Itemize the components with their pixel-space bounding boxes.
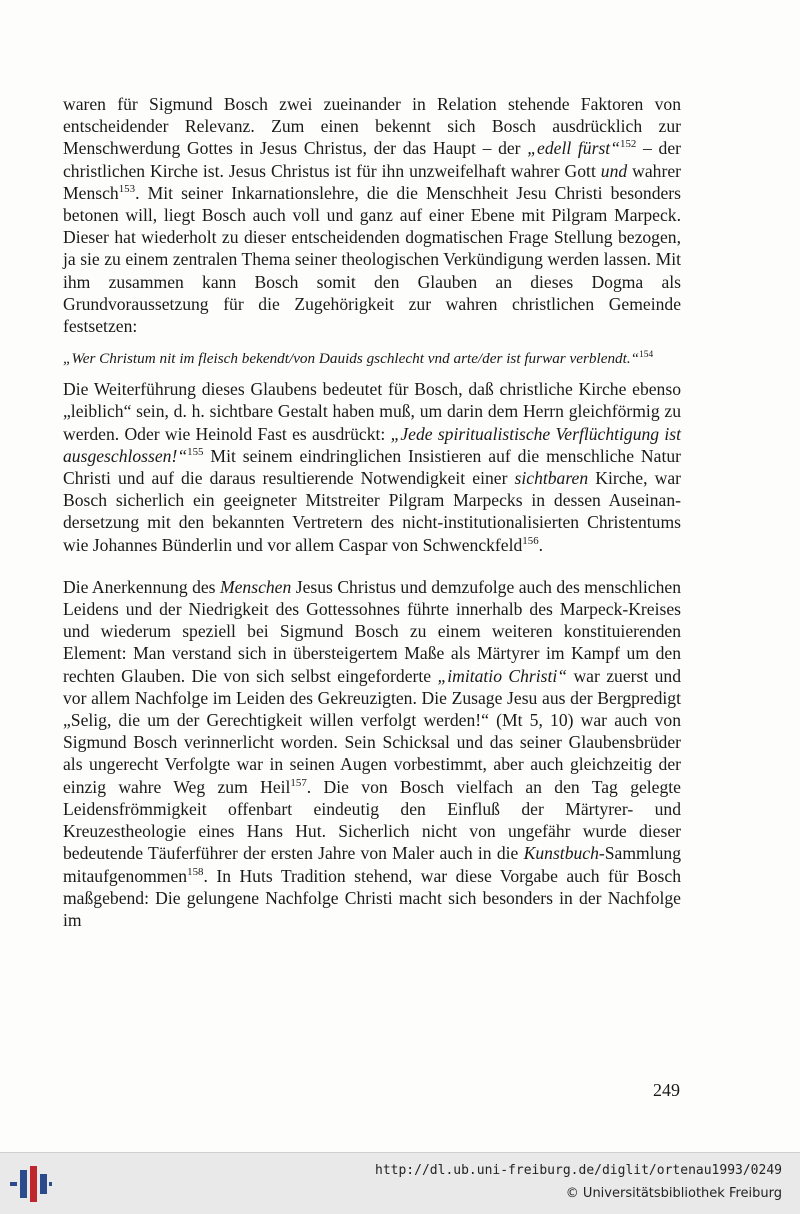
footnote-ref: 158 (187, 865, 204, 878)
paragraph-2: Die Weiterführung dieses Glaubens bedeutet für Bosch, daß christliche Kirche ebenso „leiblich“ sein, d. h. sichtbare Gestalt haben muß, um darin dem Herrn gleichförmig zu werden. Oder wie Heinold Fast es ausdrückt: „Jede spiritualistische Verflüchtigung ist ausgeschlossen!“$^{155}$ Mit seinem eindringlichen Insistieren auf die menschliche Natur Christi und auf die daraus resultierende Notwendigkeit einer sichtbaren Kirche, war Bosch sicherlich ein geeigneter Mitstreiter Pilgram Marpecks in dessen Auseinandersetzung mit den bekannten Vertretern des nicht-institutionalisierten Christentums wie Johannes Bünderlin und vor allem Caspar von Schwenckfeld$^{156}$. (63, 379, 681, 555)
library-logo-icon (10, 1166, 52, 1202)
block-quote: „Wer Christum nit im fleisch bekendt/von Dauids gschlecht vnd arte/der ist furwar verblendt.“$^{154}$ (63, 350, 654, 368)
footnote-ref: 153 (118, 182, 136, 195)
footnote-ref: 155 (187, 445, 204, 458)
source-url-link[interactable]: http://dl.ub.uni-freiburg.de/diglit/ortenau1993/0249 (375, 1163, 782, 1178)
library-footer (0, 1152, 800, 1214)
paragraph-1: waren für Sigmund Bosch zwei zueinander in Relation stehende Faktoren von entscheidender Relevanz. Zum einen bekennt sich Bosch ausdrücklich zur Menschwerdung Gottes in Jesus Christus, der das Haupt – der „edell fürst“$^{152}$ – der christlichen Kirche ist. Jesus Christus ist für ihn unzweifelhaft wahrer Gott und wahrer Mensch$^{153}$. Mit seiner Inkarnationslehre, die die Menschheit Jesu Christi besonders betonen will, liegt Bosch auch voll und ganz auf einer Ebene mit Pilgram Marpeck. Dieser hat wiederholt zu dieser entscheidenden dogmatischen Frage Stellung bezogen, ja sie zu einem zentralen Thema seiner theologischen Verkündigung werden lassen. Mit ihm zusammen kann Bosch somit den Glauben an dieses Dogma als Grundvoraussetzung für die Zugehörigkeit zur wahren christlichen Gemeinde festsetzen: (63, 94, 682, 337)
footnote-ref: 152 (619, 138, 637, 151)
copyright-text: © Universitätsbibliothek Freiburg (565, 1186, 782, 1201)
body-text (63, 93, 681, 931)
footnote-ref: 157 (290, 776, 307, 789)
footnote-ref: 154 (639, 350, 654, 361)
page-number: 249 (653, 1080, 680, 1100)
paragraph-3: Die Anerkennung des Menschen Jesus Christus und demzufolge auch des menschlichen Leidens und der Niedrigkeit des Gottessohnes führte innerhalb des Marpeck-Kreises und wiederum speziell bei Sigmund Bosch zu einem weiteren konstituierenden Element: Man verstand sich in übersteigertem Maße als Märtyrer im Kampf um den rechten Glauben. Die von sich selbst eingeforderte „imitatio Christi“ war zuerst und vor allem Nachfolge im Leiden des Gekreuzigten. Die Zusage Jesu aus der Bergpredigt „Selig, die um der Gerechtigkeit willen verfolgt werden!“ (Mt 5, 10) war auch von Sigmund Bosch verinnerlicht worden. Sein Schicksal und das seiner Glaubensbrüder als ungerecht Verfolgte war in seinen Augen vorbestimmt, aber auch gleichzeitig der einzig wahre Weg zum Heil$^{157}$. Die von Bosch vielfach an den Tag gelegte Leidensfrömmigkeit offenbart eindeutig den Einfluß der Märtyrer- und Kreuzestheologie eines Hans Hut. Sicherlich nicht von ungefähr wurde dieser bedeutende Täuferführer der ersten Jahre von Maler auch in die Kunstbuch-Sammlung mitaufgenommen$^{158}$. In Huts Tradition stehend, war diese Vorgabe auch für Bosch maßgebend: Die gelungene Nachfolge Christi macht sich besonders in der Nachfolge im (63, 576, 681, 930)
footnote-ref: 156 (522, 534, 539, 547)
